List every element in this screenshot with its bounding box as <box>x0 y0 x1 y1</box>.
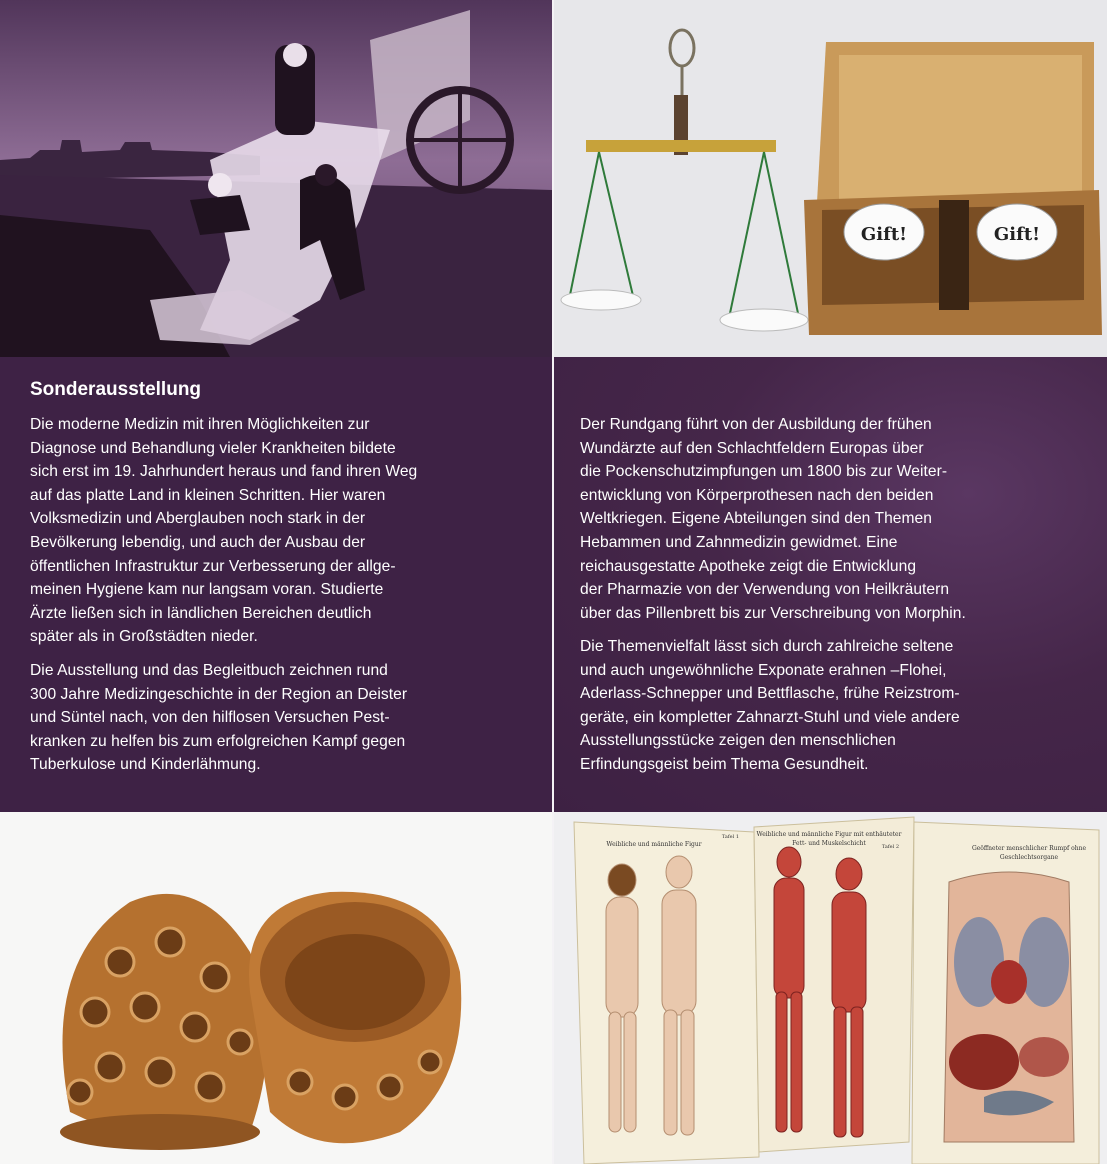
plate2-caption: Weibliche und männliche Figur mit enthäuteter <box>756 831 902 838</box>
plate3-caption: Geöffneter menschlicher Rumpf ohne <box>971 845 1087 852</box>
section-heading: Sonderausstellung <box>30 379 202 400</box>
plate2-number: Tafel 2 <box>881 844 899 850</box>
column-divider <box>552 0 554 1164</box>
poison-scales-image <box>554 0 1107 357</box>
tour-paragraph: Der Rundgang führt von der Ausbildung der frühen Wundärzte auf den Schlachtfeldern Europas über die Pockenschutzimpfungen um 1800 bis zur Weiter- entwicklung von Körperprothesen nach den beiden Weltkriegen. Eigene Abteilungen sind den Themen Hebammen und Zahnmedizin gewidmet. Eine reichausgestatte Apotheke zeigt die Entwicklung der Pharmazie von der Verwendung von Heilkräutern über das Pillenbrett bis zur Verschreibung von Morphin. <box>580 416 966 622</box>
plate3-caption-line2: Geschlechtsorgane <box>999 854 1059 861</box>
exhibits-paragraph: Die Themenvielfalt lässt sich durch zahlreiche seltene und auch ungewöhnliche Exponate erahnen –Flohei, Aderlass-Schnepper und Bettflasche, frühe Reizstrom- geräte, ein kompletter Zahnarzt-Stuhl und viele andere Ausstellungsstücke zeigen den menschlichen Erfindungsgeist beim Thema Gesundheit. <box>580 638 960 773</box>
anatomical-plates-image <box>554 812 1107 1164</box>
intro-paragraph: Die moderne Medizin mit ihren Möglichkeiten zur Diagnose und Behandlung vieler Krankheiten bildete sich erst im 19. Jahrhundert heraus und fand ihren Weg auf das platte Land in kleinen Schritten. Hier waren Volksmedizin und Aberglauben noch stark in der Bevölkerung lebendig, und auch der Ausbau der öffentlichen Infrastruktur zur Verbesserung der allge- meinen Hygiene kam nur langsam voran. Studierte Ärzte ließen sich in ländlichen Bereichen deutlich später als in Großstädten nieder. <box>30 416 418 646</box>
intro-text-panel <box>0 357 552 812</box>
plate1-caption: Weibliche und männliche Figur <box>606 841 702 848</box>
carved-pomander-image <box>0 812 552 1164</box>
tour-text-panel <box>554 357 1107 812</box>
gift-label-right: Gift! <box>993 224 1041 245</box>
exhibition-paragraph: Die Ausstellung und das Begleitbuch zeichnen rund 300 Jahre Medizingeschichte in der Region an Deister und Süntel nach, von den hilflosen Versuchen Pest- kranken zu helfen bis zum erfolgreichen Kampf gegen Tuberkulose und Kinderlähmung. <box>30 662 408 774</box>
engraving-burial-scene-image <box>0 0 552 357</box>
plate2-caption-line2: Fett- und Muskelschicht <box>792 840 866 847</box>
plate1-number: Tafel 1 <box>721 834 739 840</box>
gift-label-left: Gift! <box>860 224 908 245</box>
